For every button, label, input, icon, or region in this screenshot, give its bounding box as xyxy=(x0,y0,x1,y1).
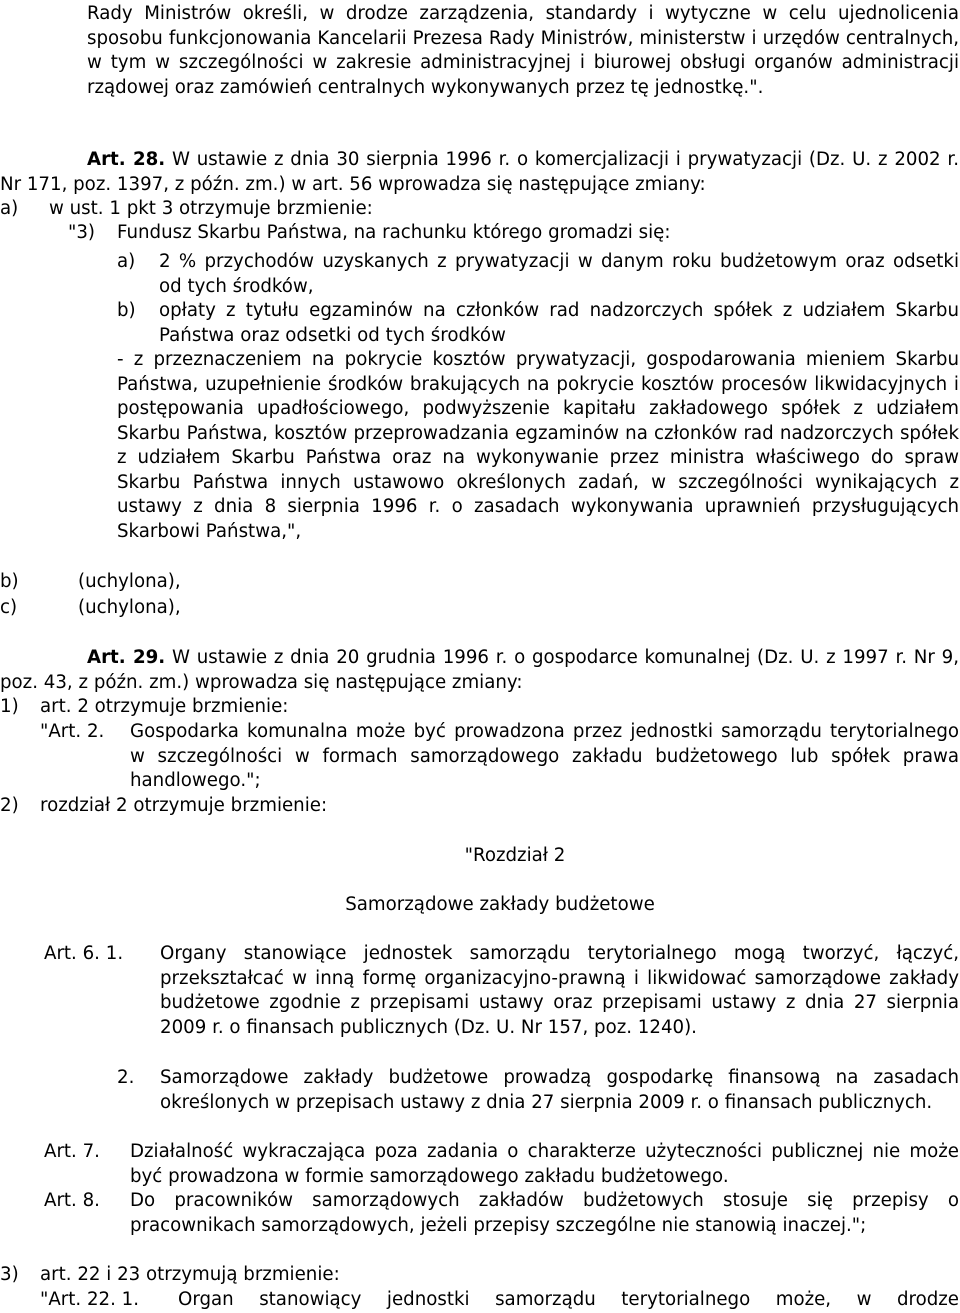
art-29-text: W ustawie z dnia 20 grudnia 1996 r. o gospodarce komunalnej (Dz. U. z 1997 r. Nr 9, poz. 43, z późn. zm.) wprowadza się następujące zmiany: xyxy=(0,647,959,693)
subitem-label: a) xyxy=(117,251,136,272)
art-7 xyxy=(44,1140,959,1189)
article-label: "Art. 2. xyxy=(40,721,105,742)
chapter-title: "Rozdział 2 xyxy=(464,845,566,866)
art-29-point-1 xyxy=(0,695,959,720)
item-label: c) xyxy=(0,597,18,618)
art-28-paragraph xyxy=(0,148,959,197)
point-text: art. 2 otrzymuje brzmienie: xyxy=(40,696,289,717)
article-text: Działalność wykraczająca poza zadania o charakterze użyteczności publicznej nie może być prowadzona w formie samorządowego zakładu budżetowego. xyxy=(130,1141,959,1187)
article-text: Organy stanowiące jednostek samorządu terytorialnego mogą tworzyć, łączyć, przekształcać w inną formę organizacyjno-prawną i likwidować samorządowe zakłady budżetowe zgodnie z przepisami ustawy oraz przepisami ustawy z dnia 27 sierpnia 2009 r. o finansach publicznych (Dz. U. Nr 157, poz. 1240). xyxy=(160,943,959,1038)
art-28-text: W ustawie z dnia 30 sierpnia 1996 r. o komercjalizacji i prywatyzacji (Dz. U. z 2002 r. Nr 171, poz. 1397, z późn. zm.) w art. 56 wprowadza się następujące zmiany: xyxy=(0,149,959,195)
article-text: Gospodarka komunalna może być prowadzona przez jednostki samorządu terytorialnego w szczególności w formach samorządowego zakładu budżetowego lub spółek prawa handlowego."; xyxy=(130,721,959,791)
art-6-section-1 xyxy=(44,942,959,1040)
art-8 xyxy=(44,1189,959,1238)
subitem-label: b) xyxy=(117,300,136,321)
art-28-subitem-b xyxy=(117,299,959,348)
art-29-point-2 xyxy=(0,794,959,819)
point-text: Fundusz Skarbu Państwa, na rachunku którego gromadzi się: xyxy=(117,222,671,243)
chapter-subtitle: Samorządowe zakłady budżetowe xyxy=(345,894,655,915)
article-label: Art. 8. xyxy=(44,1190,100,1211)
art-2-quoted xyxy=(40,720,959,794)
art-6-section-2 xyxy=(117,1066,959,1115)
point-text: art. 22 i 23 otrzymują brzmienie: xyxy=(40,1264,340,1285)
intro-paragraph: Rady Ministrów określi, w drodze zarządzenia, standardy i wytyczne w celu ujednolicenia sposobu funkcjonowania Kancelarii Prezesa Rady Ministrów, ministerstw i urzędów centralnych, w tym w szczególności w zakresie administracyjnej i biurowej obsługi organów administracji rządowej oraz zamówień centralnych wykonywanych przez tę jednostkę.". xyxy=(87,3,959,98)
art-28-item-b xyxy=(0,570,959,595)
point-label: "3) xyxy=(68,222,96,243)
art-28-item-c xyxy=(0,596,959,621)
art-29-label: Art. 29. xyxy=(87,647,166,668)
art-29-paragraph xyxy=(0,646,959,695)
item-label: b) xyxy=(0,571,19,592)
point-text: rozdział 2 otrzymuje brzmienie: xyxy=(40,795,328,816)
point-label: 1) xyxy=(0,696,19,717)
article-label: "Art. 22. 1. xyxy=(40,1289,140,1310)
item-text: (uchylona), xyxy=(78,597,181,618)
subitem-text: opłaty z tytułu egzaminów na członków rad nadzorczych spółek z udziałem Skarbu Państwa oraz odsetki od tych środków xyxy=(159,300,959,346)
article-text: Organ stanowiący jednostki samorządu terytorialnego może, w drodze xyxy=(178,1289,959,1310)
art-22-section-1 xyxy=(40,1288,959,1313)
point-label: 2) xyxy=(0,795,19,816)
art-28-label: Art. 28. xyxy=(87,149,166,170)
item-text: w ust. 1 pkt 3 otrzymuje brzmienie: xyxy=(49,198,373,219)
art-29-point-3 xyxy=(0,1263,959,1288)
art-28-dash-paragraph: - z przeznaczeniem na pokrycie kosztów prywatyzacji, gospodarowania mieniem Skarbu Państwa, uzupełnienie środków brakujących na pokrycie kosztów procesów likwidacyjnych i postępowania upadłościowego, podwyższenie kapitału zakładowego spółek z udziałem Skarbu Państwa, kosztów przeprowadzania egzaminów na członków rad nadzorczych spółek z udziałem Skarbu Państwa oraz na wykonywanie przez ministra właściwego do spraw Skarbu Państwa innych ustawowo określonych zadań, w szczególności wynikających z ustawy z dnia 8 sierpnia 1996 r. o zasadach wykonywania uprawnień przysługujących Skarbowi Państwa,", xyxy=(117,349,959,542)
article-label: Art. 7. xyxy=(44,1141,100,1162)
item-text: (uchylona), xyxy=(78,571,181,592)
article-text: Do pracowników samorządowych zakładów budżetowych stosuje się przepisy o pracownikach samorządowych, jeżeli przepisy szczególne nie stanowią inaczej."; xyxy=(130,1190,959,1236)
subitem-text: 2 % przychodów uzyskanych z prywatyzacji w danym roku budżetowym oraz odsetki od tych środków, xyxy=(159,251,959,297)
art-28-point-3 xyxy=(68,221,959,246)
point-label: 3) xyxy=(0,1264,19,1285)
item-label: a) xyxy=(0,198,19,219)
art-28-subitem-a xyxy=(117,250,959,299)
section-label: 2. xyxy=(117,1067,135,1088)
article-label: Art. 6. 1. xyxy=(44,943,124,964)
section-text: Samorządowe zakłady budżetowe prowadzą gospodarkę finansową na zasadach określonych w przepisach ustawy z dnia 27 sierpnia 2009 r. o finansach publicznych. xyxy=(160,1067,959,1113)
art-28-item-a xyxy=(0,197,959,222)
